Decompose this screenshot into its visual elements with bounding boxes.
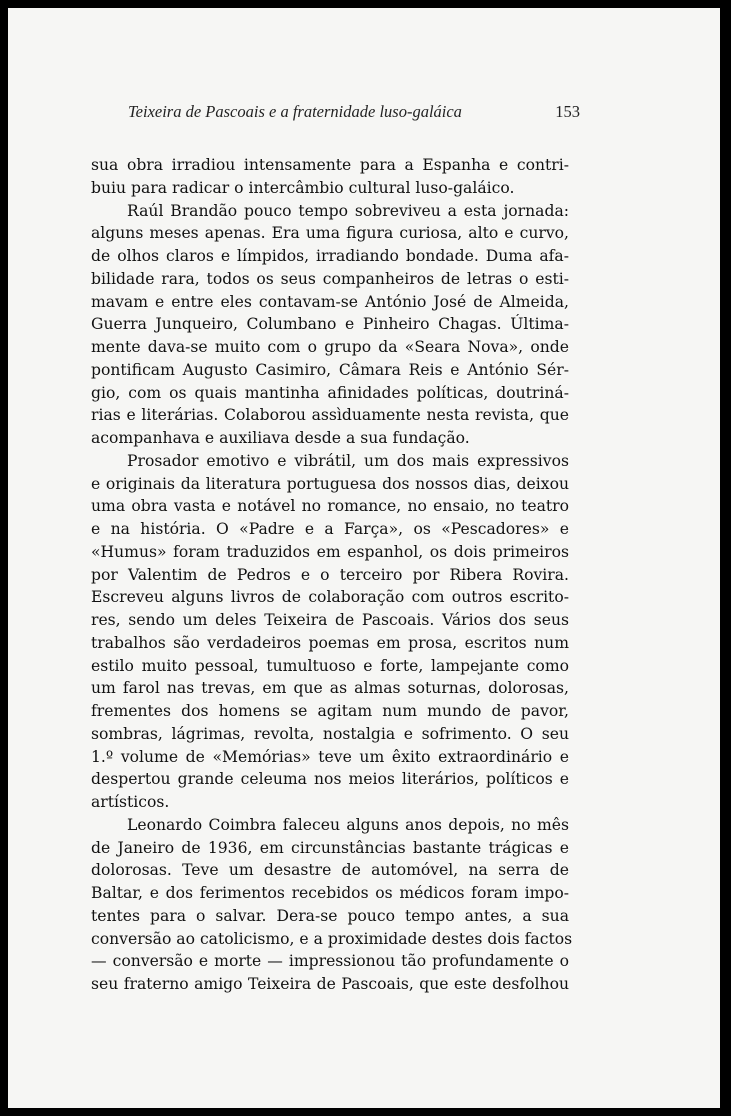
text-line: Escreveu alguns livros de colaboração com outros escrito-: [91, 588, 569, 607]
text-line: mente dava-se muito com o grupo da «Seara Nova», onde: [91, 338, 569, 356]
text-line: gio, com os quais mantinha afinidades políticas, doutriná-: [91, 383, 569, 402]
text-line: artísticos.: [91, 793, 170, 811]
text-line: estilo muito pessoal, tumultuoso e forte, lampejante como: [91, 656, 569, 675]
text-line: mavam e entre eles contavam-se António José de Almeida,: [91, 292, 569, 311]
text-line: Baltar, e dos ferimentos recebidos os médicos foram impo-: [91, 884, 569, 902]
text-line: buiu para radicar o intercâmbio cultural luso-galáico.: [91, 178, 515, 197]
text-line: Leonardo Coimbra faleceu alguns anos depois, no mês: [127, 815, 569, 834]
text-line: sua obra irradiou intensamente para a Espanha e contri-: [91, 156, 569, 174]
text-line: — conversão e morte — impressionou tão profundamente o: [91, 952, 569, 971]
text-line: pontificam Augusto Casimiro, Câmara Reis e António Sér-: [91, 360, 569, 379]
text-line: 1.º volume de «Memórias» teve um êxito extraordinário e: [91, 747, 569, 766]
text-line: trabalhos são verdadeiros poemas em prosa, escritos num: [91, 633, 569, 652]
text-line: bilidade rara, todos os seus companheiros de letras o esti-: [91, 269, 569, 288]
page-number: 153: [555, 102, 580, 121]
text-line: acompanhava e auxiliava desde a sua fundação.: [91, 429, 470, 447]
text-line: Guerra Junqueiro, Columbano e Pinheiro Chagas. Última-: [91, 315, 569, 334]
text-line: frementes dos homens se agitam num mundo de pavor,: [91, 702, 569, 720]
text-line: um farol nas trevas, em que as almas soturnas, dolorosas,: [91, 679, 569, 698]
text-line: sombras, lágrimas, revolta, nostalgia e sofrimento. O seu: [91, 724, 569, 743]
text-line: de Janeiro de 1936, em circunstâncias bastante trágicas e: [91, 838, 569, 857]
text-line: «Humus» foram traduzidos em espanhol, os dois primeiros: [91, 542, 569, 561]
text-line: de olhos claros e límpidos, irradiando bondade. Duma afa-: [91, 247, 569, 265]
text-line: seu fraterno amigo Teixeira de Pascoais, que este desfolhou: [91, 975, 569, 993]
text-line: res, sendo um deles Teixeira de Pascoais. Vários dos seus: [91, 611, 569, 629]
text-line: e na história. O «Padre e a Farça», os «Pescadores» e: [91, 520, 569, 538]
text-line: rias e literárias. Colaborou assìduamente nesta revista, que: [91, 406, 569, 425]
body-text: [91, 154, 573, 996]
text-line: tentes para o salvar. Dera-se pouco tempo antes, a sua: [91, 906, 569, 925]
running-title: Teixeira de Pascoais e a fraternidade luso-galáica: [128, 102, 462, 121]
book-page: [8, 8, 720, 1108]
text-line: Raúl Brandão pouco tempo sobreviveu a esta jornada:: [127, 201, 569, 220]
text-line: por Valentim de Pedros e o terceiro por Ribera Rovira.: [91, 565, 569, 584]
text-line: e originais da literatura portuguesa dos nossos dias, deixou: [91, 474, 569, 493]
text-line: Prosador emotivo e vibrátil, um dos mais expressivos: [127, 451, 569, 470]
text-line: dolorosas. Teve um desastre de automóvel, na serra de: [91, 861, 569, 880]
text-line: alguns meses apenas. Era uma figura curiosa, alto e curvo,: [91, 224, 569, 243]
text-line: conversão ao catolicismo, e a proximidade destes dois factos: [91, 929, 573, 948]
text-line: uma obra vasta e notável no romance, no ensaio, no teatro: [91, 497, 569, 516]
text-line: despertou grande celeuma nos meios literários, políticos e: [91, 770, 569, 789]
running-head: [128, 102, 580, 124]
